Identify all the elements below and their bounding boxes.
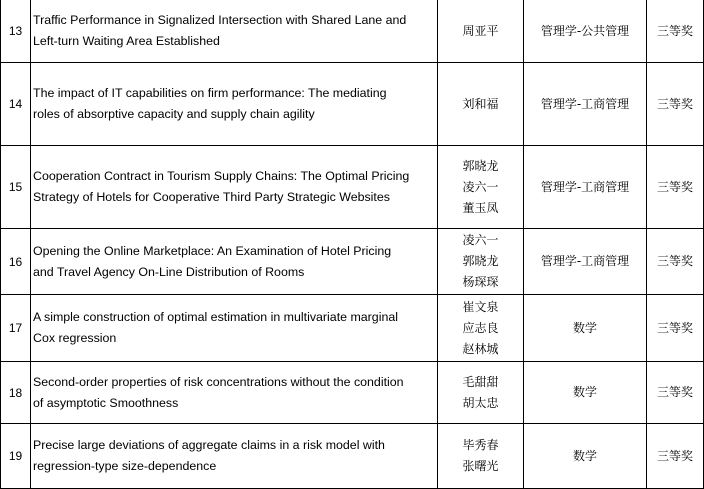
author-name: 胡太忠	[462, 395, 499, 410]
award-cell: 三等奖	[647, 146, 704, 229]
author-name: 毕秀春	[462, 438, 499, 452]
paper-title	[31, 424, 438, 489]
row-number: 18	[1, 362, 31, 424]
authors-cell	[438, 424, 524, 489]
author-name: 毛甜甜	[462, 374, 499, 389]
title-line: Second-order properties of risk concentrations without the condition	[33, 374, 404, 389]
title-line: roles of absorptive capacity and supply chain agility	[33, 107, 315, 121]
table-row	[1, 146, 704, 229]
author-name: 杨琛琛	[462, 275, 499, 289]
authors-cell	[438, 0, 524, 63]
paper-title	[31, 295, 438, 362]
award-cell: 三等奖	[647, 362, 704, 424]
authors-cell	[438, 146, 524, 229]
title-line: of asymptotic Smoothness	[33, 395, 179, 410]
title-line: Strategy of Hotels for Cooperative Third Party Strategic Websites	[33, 190, 390, 204]
title-line: Traffic Performance in Signalized Intersection with Shared Lane and	[33, 13, 407, 27]
table-row	[1, 63, 704, 146]
subject-cell: 管理学-工商管理	[524, 146, 647, 229]
subject-cell: 管理学-工商管理	[524, 63, 647, 146]
author-name: 崔文泉	[462, 299, 499, 314]
author-name: 郭晓龙	[462, 158, 499, 173]
award-cell: 三等奖	[647, 63, 704, 146]
authors-cell	[438, 229, 524, 295]
subject-cell: 数学	[524, 362, 647, 424]
row-number: 14	[1, 63, 31, 146]
award-cell: 三等奖	[647, 229, 704, 295]
paper-title	[31, 229, 438, 295]
title-line: and Travel Agency On-Line Distribution of Rooms	[33, 264, 305, 279]
author-name: 郭晓龙	[462, 254, 499, 268]
table-row	[1, 0, 704, 63]
table-row	[1, 424, 704, 489]
author-name: 刘和福	[462, 96, 499, 111]
title-line: A simple construction of optimal estimation in multivariate marginal	[33, 310, 398, 324]
row-number: 15	[1, 146, 31, 229]
award-cell: 三等奖	[647, 424, 704, 489]
subject-cell: 管理学-工商管理	[524, 229, 647, 295]
title-line: Cooperation Contract in Tourism Supply Chains: The Optimal Pricing	[33, 169, 410, 183]
row-number: 17	[1, 295, 31, 362]
title-line: Opening the Online Marketplace: An Examination of Hotel Pricing	[33, 243, 392, 258]
authors-cell	[438, 295, 524, 362]
subject-cell: 管理学-公共管理	[524, 0, 647, 63]
row-number: 13	[1, 0, 31, 63]
table-row	[1, 229, 704, 295]
author-name: 张曙光	[462, 459, 499, 473]
paper-title	[31, 0, 438, 63]
title-line: The impact of IT capabilities on firm performance: The mediating	[33, 86, 387, 100]
author-name: 周亚平	[462, 23, 499, 38]
paper-title	[31, 146, 438, 229]
paper-title	[31, 63, 438, 146]
paper-title	[31, 362, 438, 424]
subject-cell: 数学	[524, 295, 647, 362]
row-number: 16	[1, 229, 31, 295]
row-number: 19	[1, 424, 31, 489]
table-row	[1, 362, 704, 424]
authors-cell	[438, 63, 524, 146]
award-cell: 三等奖	[647, 0, 704, 63]
author-name: 赵林城	[462, 341, 499, 356]
author-name: 应志良	[462, 320, 499, 335]
author-name: 凌六一	[462, 179, 499, 194]
author-name: 凌六一	[462, 233, 499, 247]
subject-cell: 数学	[524, 424, 647, 489]
author-name: 董玉凤	[462, 200, 499, 215]
title-line: Cox regression	[33, 331, 117, 345]
authors-cell	[438, 362, 524, 424]
title-line: Left-turn Waiting Area Established	[33, 34, 220, 48]
table-row	[1, 295, 704, 362]
award-cell: 三等奖	[647, 295, 704, 362]
title-line: regression-type size-dependence	[33, 459, 217, 473]
title-line: Precise large deviations of aggregate claims in a risk model with	[33, 438, 385, 452]
